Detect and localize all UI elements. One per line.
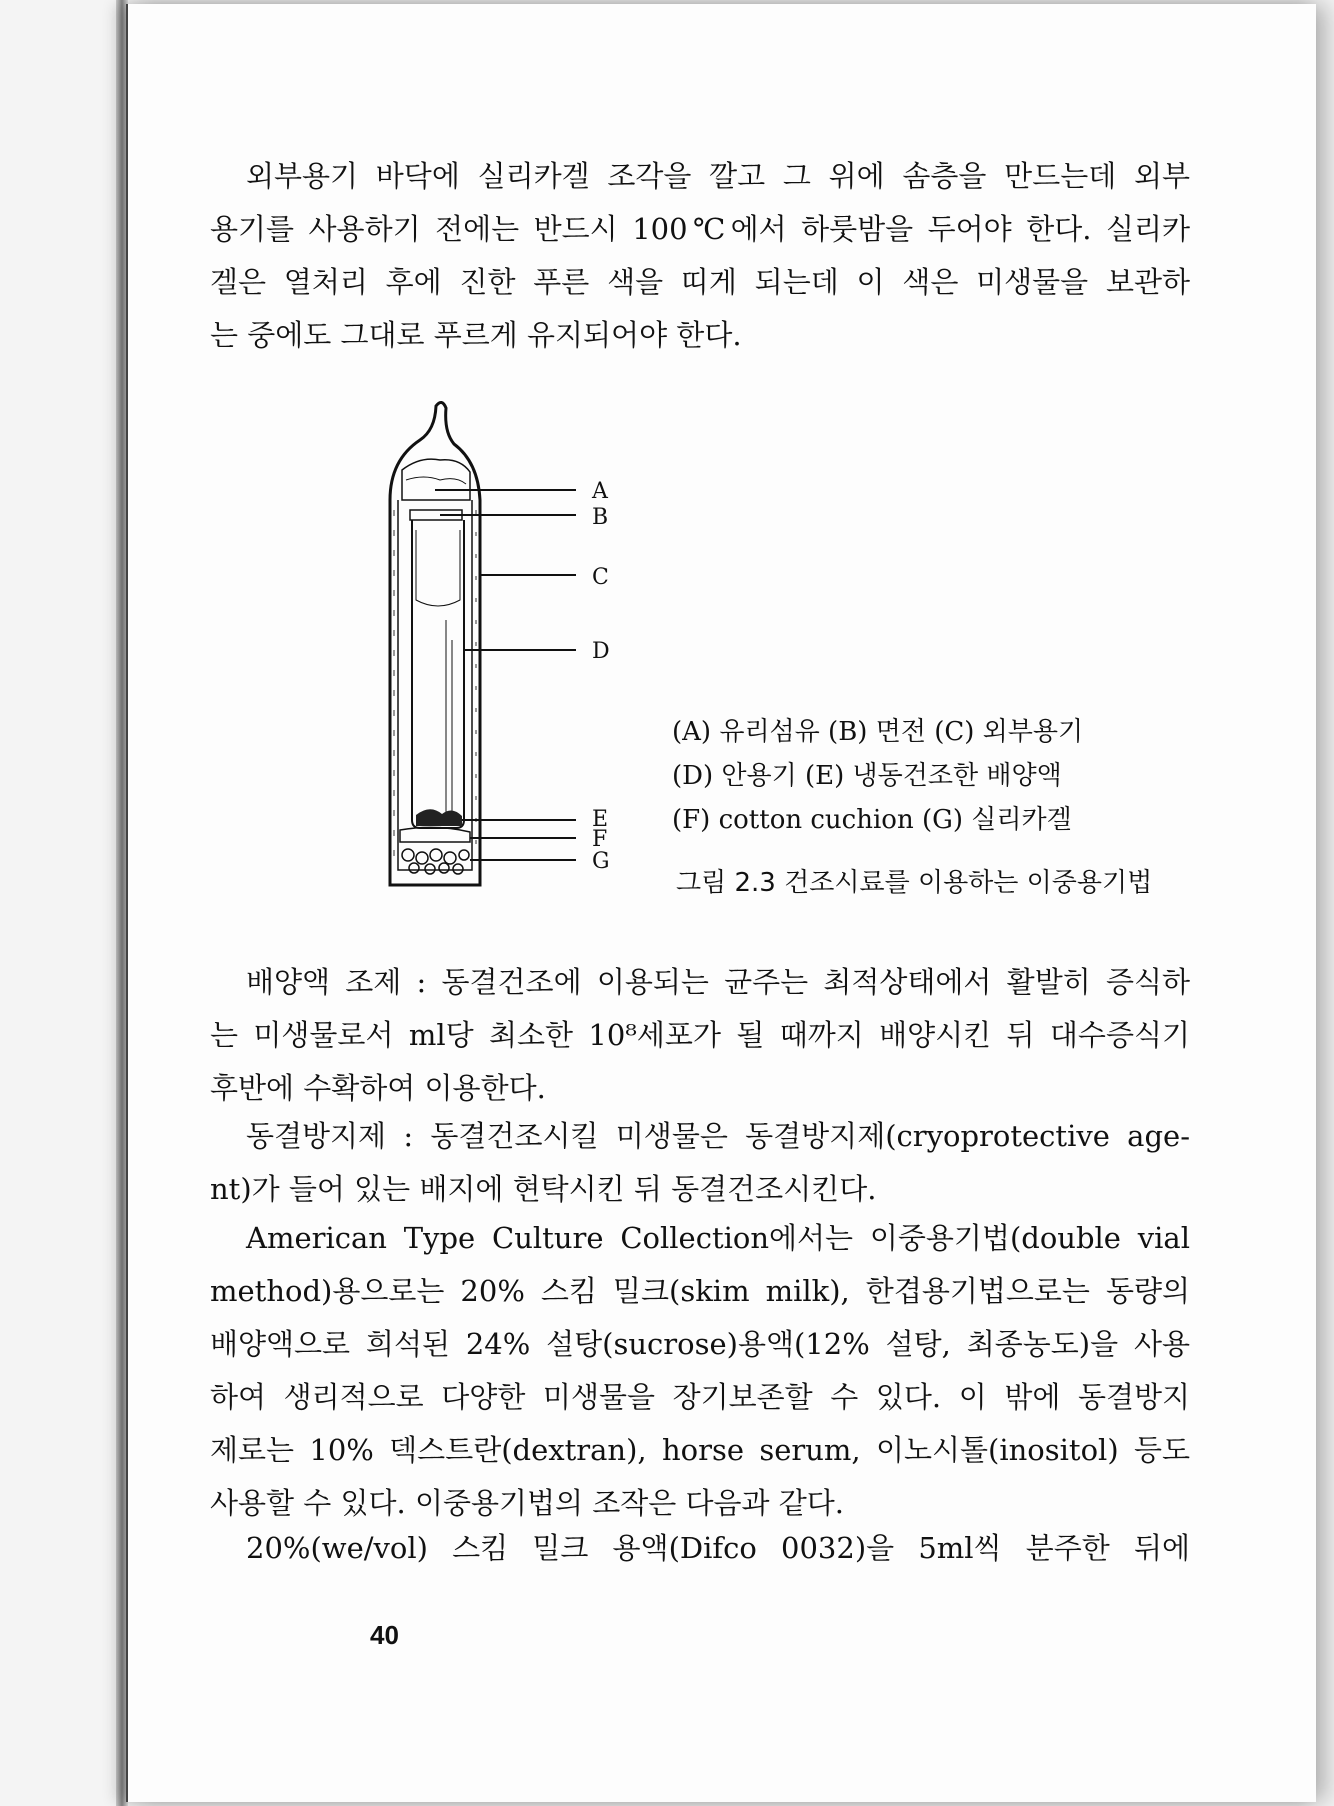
text-line: 용기를 사용하기 전에는 반드시 100℃에서 하룻밤을 두어야 한다. 실리카 xyxy=(210,212,1190,246)
double-vial-diagram xyxy=(380,400,640,910)
paragraph-skim-milk xyxy=(210,1522,1190,1575)
cotton-cushion xyxy=(400,827,470,842)
figure-caption-line: (D) 안용기 (E) 냉동건조한 배양액 xyxy=(672,761,1062,791)
paragraph-silica-gel xyxy=(210,150,1190,362)
paragraph-culture-prep xyxy=(210,956,1190,1115)
label-c: C xyxy=(592,565,609,590)
inner-vial xyxy=(412,520,464,828)
figure-title: 그림 2.3 건조시료를 이용하는 이중용기법 xyxy=(676,868,1153,898)
text-line: 배양액 조제 : 동결건조에 이용되는 균주는 최적상태에서 활발히 증식하 xyxy=(246,965,1190,999)
page-number: 40 xyxy=(370,1620,399,1650)
figure-caption-line: (A) 유리섬유 (B) 면전 (C) 외부용기 xyxy=(672,717,1084,747)
text-line: 하여 생리적으로 다양한 미생물을 장기보존할 수 있다. 이 밖에 동결방지 xyxy=(210,1380,1190,1414)
label-a: A xyxy=(592,479,608,504)
text-line: 동결방지제 : 동결건조시킬 미생물은 동결방지제(cryoprotective age- xyxy=(246,1119,1190,1153)
text-line: 겔은 열처리 후에 진한 푸른 색을 띠게 되는데 이 색은 미생물을 보관하 xyxy=(210,265,1190,299)
figure-caption-line: (F) cotton cuchion (G) 실리카겔 xyxy=(672,805,1072,835)
text-line: 외부용기 바닥에 실리카겔 조각을 깔고 그 위에 솜층을 만드는데 외부 xyxy=(246,159,1190,193)
freeze-dried-culture xyxy=(416,809,462,826)
label-f: F xyxy=(592,827,608,852)
text-line: method)용으로는 20% 스킴 밀크(skim milk), 한겹용기법으로는 동량의 xyxy=(210,1274,1190,1308)
paragraph-cryoprotectant xyxy=(210,1110,1190,1216)
paragraph-atcc xyxy=(210,1212,1190,1530)
label-g: G xyxy=(592,849,610,874)
text-line: American Type Culture Collection에서는 이중용기법(double vial xyxy=(246,1221,1190,1255)
text-line: 사용할 수 있다. 이중용기법의 조작은 다음과 같다. xyxy=(210,1486,845,1520)
text-line: 는 미생물로서 ml당 최소한 10⁸세포가 될 때까지 배양시킨 뒤 대수증식기 xyxy=(210,1018,1190,1052)
text-line: 배양액으로 희석된 24% 설탕(sucrose)용액(12% 설탕, 최종농도)을 사용 xyxy=(210,1327,1190,1361)
text-line: 20%(we/vol) 스킴 밀크 용액(Difco 0032)을 5ml씩 분주한 뒤에 xyxy=(246,1531,1190,1565)
text-line: 는 중에도 그대로 푸르게 유지되어야 한다. xyxy=(210,318,742,352)
text-line: 제로는 10% 덱스트란(dextran), horse serum, 이노시톨(inositol) 등도 xyxy=(210,1433,1190,1467)
label-d: D xyxy=(592,639,610,664)
label-e: E xyxy=(592,807,609,832)
text-line: 후반에 수확하여 이용한다. xyxy=(210,1071,546,1105)
glass-wool xyxy=(402,459,470,500)
text-line: nt)가 들어 있는 배지에 현탁시킨 뒤 동결건조시킨다. xyxy=(210,1172,877,1206)
label-b: B xyxy=(592,505,609,530)
